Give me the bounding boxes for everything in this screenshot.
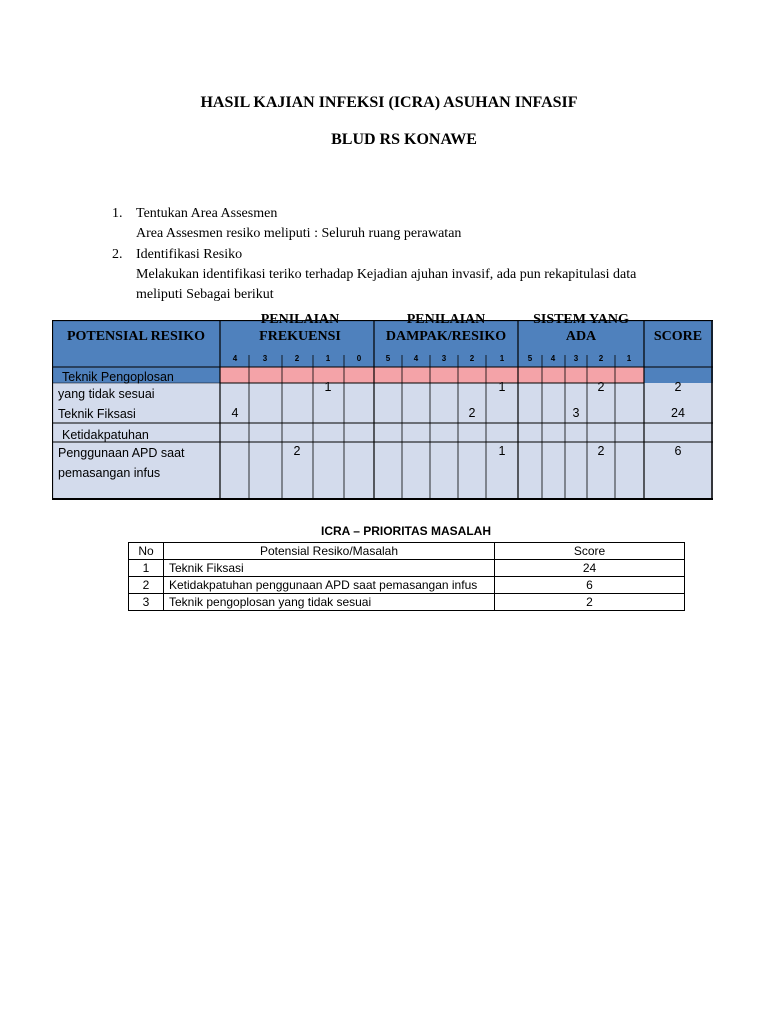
list-number: 2. — [112, 246, 123, 262]
dampak-tick: 3 — [441, 354, 447, 363]
frekuensi-value: 2 — [293, 444, 301, 458]
list-item-text: Identifikasi Resiko — [136, 246, 243, 262]
cell-score: 6 — [495, 577, 685, 594]
cell-no: 3 — [129, 594, 164, 611]
dampak-tick: 5 — [385, 354, 391, 363]
sistem-value: 2 — [597, 444, 605, 458]
sistem-tick: 1 — [626, 354, 632, 363]
risk-assessment-table — [52, 312, 713, 500]
list-item-subtext: Melakukan identifikasi teriko terhadap Kejadian ajuhan invasif, ada pun rekapitulasi data — [136, 266, 637, 282]
document-title: HASIL KAJIAN INFEKSI (ICRA) ASUHAN INFASIF — [200, 94, 578, 111]
header-potensial-resiko: POTENSIAL RESIKO — [66, 329, 206, 344]
score-value: 6 — [674, 444, 682, 458]
cell-no: 1 — [129, 560, 164, 577]
dampak-tick: 1 — [499, 354, 505, 363]
dampak-tick: 2 — [469, 354, 475, 363]
sistem-value: 3 — [572, 406, 580, 420]
frekuensi-tick: 4 — [232, 354, 238, 363]
column-header-masalah: Potensial Resiko/Masalah — [164, 543, 495, 560]
score-value: 24 — [671, 406, 685, 420]
list-item-subtext: Area Assesmen resiko meliputi : Seluruh ruang perawatan — [136, 226, 462, 242]
cell-score: 24 — [495, 560, 685, 577]
priority-table — [128, 542, 685, 611]
rating-pink-band — [220, 367, 644, 383]
table-row — [129, 577, 685, 594]
list-item-subtext: meliputi Sebagai berikut — [136, 287, 274, 303]
column-header-no: No — [129, 543, 164, 560]
priority-table-title: ICRA – PRIORITAS MASALAH — [320, 524, 491, 538]
frekuensi-tick: 2 — [294, 354, 300, 363]
header-penilaian-frekuensi: PENILAIAN FREKUENSI — [259, 312, 341, 344]
row-label: Penggunaan APD saat — [58, 446, 185, 460]
sistem-tick: 3 — [573, 354, 579, 363]
row-label: Ketidakpatuhan — [62, 428, 149, 442]
dampak-value: 1 — [498, 380, 506, 394]
frekuensi-tick: 1 — [325, 354, 331, 363]
header-sistem-yang-ada: SISTEM YANG ADA — [533, 312, 629, 344]
list-item-text: Tentukan Area Assesmen — [136, 206, 278, 221]
score-value: 2 — [674, 380, 682, 394]
sistem-tick: 4 — [550, 354, 556, 363]
header-score: SCORE — [653, 329, 703, 344]
sistem-tick: 2 — [598, 354, 604, 363]
assessment-steps-list — [112, 204, 692, 305]
frekuensi-value: 4 — [231, 406, 239, 420]
dampak-tick: 4 — [413, 354, 419, 363]
sistem-tick: 5 — [527, 354, 533, 363]
cell-masalah: Ketidakpatuhan penggunaan APD saat pemasangan infus — [164, 577, 495, 594]
list-item — [112, 204, 692, 245]
column-header-score: Score — [495, 543, 685, 560]
frekuensi-tick: 3 — [262, 354, 268, 363]
row-label: Teknik Pengoplosan — [62, 370, 174, 384]
row-label: pemasangan infus — [58, 466, 161, 480]
table-row — [129, 560, 685, 577]
list-item — [112, 245, 692, 306]
sistem-value: 2 — [597, 380, 605, 394]
document-subtitle: BLUD RS KONAWE — [331, 131, 477, 148]
row-label: Teknik Fiksasi — [58, 407, 136, 421]
frekuensi-tick: 0 — [356, 354, 362, 363]
dampak-value: 1 — [498, 444, 506, 458]
header-penilaian-dampak: PENILAIAN DAMPAK/RESIKO — [385, 312, 507, 344]
cell-masalah: Teknik Fiksasi — [164, 560, 495, 577]
cell-no: 2 — [129, 577, 164, 594]
table-row — [129, 594, 685, 611]
dampak-value: 2 — [468, 406, 476, 420]
frekuensi-value: 1 — [324, 380, 332, 394]
list-number: 1. — [112, 206, 123, 221]
cell-score: 2 — [495, 594, 685, 611]
cell-masalah: Teknik pengoplosan yang tidak sesuai — [164, 594, 495, 611]
table-header-row — [129, 543, 685, 560]
row-label: yang tidak sesuai — [58, 387, 155, 401]
